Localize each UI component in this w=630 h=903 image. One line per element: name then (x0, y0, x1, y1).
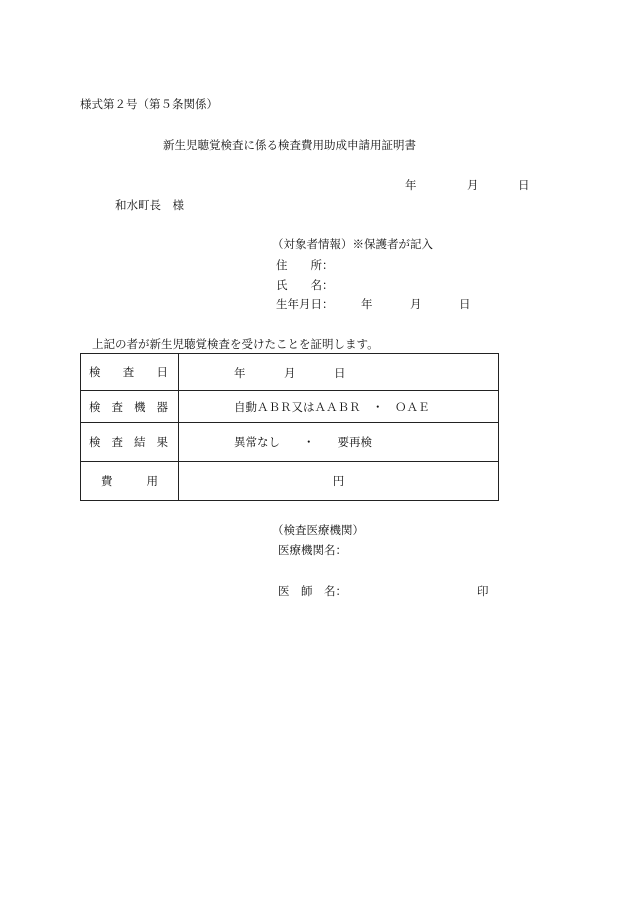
date-day-label: 日 (518, 178, 530, 192)
table-row-exam-date (81, 354, 499, 391)
subject-address-field (276, 258, 334, 272)
certification-statement: 上記の者が新生児聴覚検査を受けたことを証明します。 (92, 337, 379, 351)
subject-dob-label: 生年月日： (276, 297, 334, 311)
subject-name-label: 氏 名： (276, 278, 334, 292)
subject-address-label: 住 所： (276, 258, 334, 272)
exam-device-value: 自動ＡＢＲ又はＡＡＢＲ ・ ＯＡＥ (179, 391, 499, 423)
subject-info-heading: （対象者情報）※保護者が記入 (272, 237, 433, 251)
date-year-label: 年 (405, 178, 417, 192)
subject-name-field (276, 278, 334, 292)
exam-cost-label: 費 用 (81, 462, 179, 501)
dob-month-label: 月 (410, 297, 422, 311)
dob-day-label: 日 (459, 297, 471, 311)
table-row-exam-device (81, 391, 499, 423)
table-row-exam-result (81, 423, 499, 462)
table-row-exam-cost (81, 462, 499, 501)
doctor-name-label: 医 師 名： (278, 584, 347, 598)
form-number: 様式第２号（第５条関係） (80, 97, 218, 111)
seal-mark: 印 (477, 584, 489, 598)
exam-device-label: 検 査 機 器 (81, 391, 179, 423)
exam-result-value: 異常なし ・ 要再検 (179, 423, 499, 462)
institution-heading: （検査医療機関） (272, 523, 364, 537)
addressee: 和水町長 様 (115, 198, 184, 212)
exam-date-label: 検 査 日 (81, 354, 179, 391)
dob-year-label: 年 (361, 297, 373, 311)
exam-cost-value: 円 (179, 462, 499, 501)
document-title: 新生児聴覚検査に係る検査費用助成申請用証明書 (163, 138, 416, 152)
exam-date-value: 年 月 日 (179, 354, 499, 391)
date-month-label: 月 (467, 178, 479, 192)
exam-table (80, 353, 499, 501)
subject-dob-field (276, 297, 476, 311)
institution-name-label: 医療機関名： (278, 543, 347, 557)
exam-result-label: 検 査 結 果 (81, 423, 179, 462)
issue-date (405, 178, 530, 192)
